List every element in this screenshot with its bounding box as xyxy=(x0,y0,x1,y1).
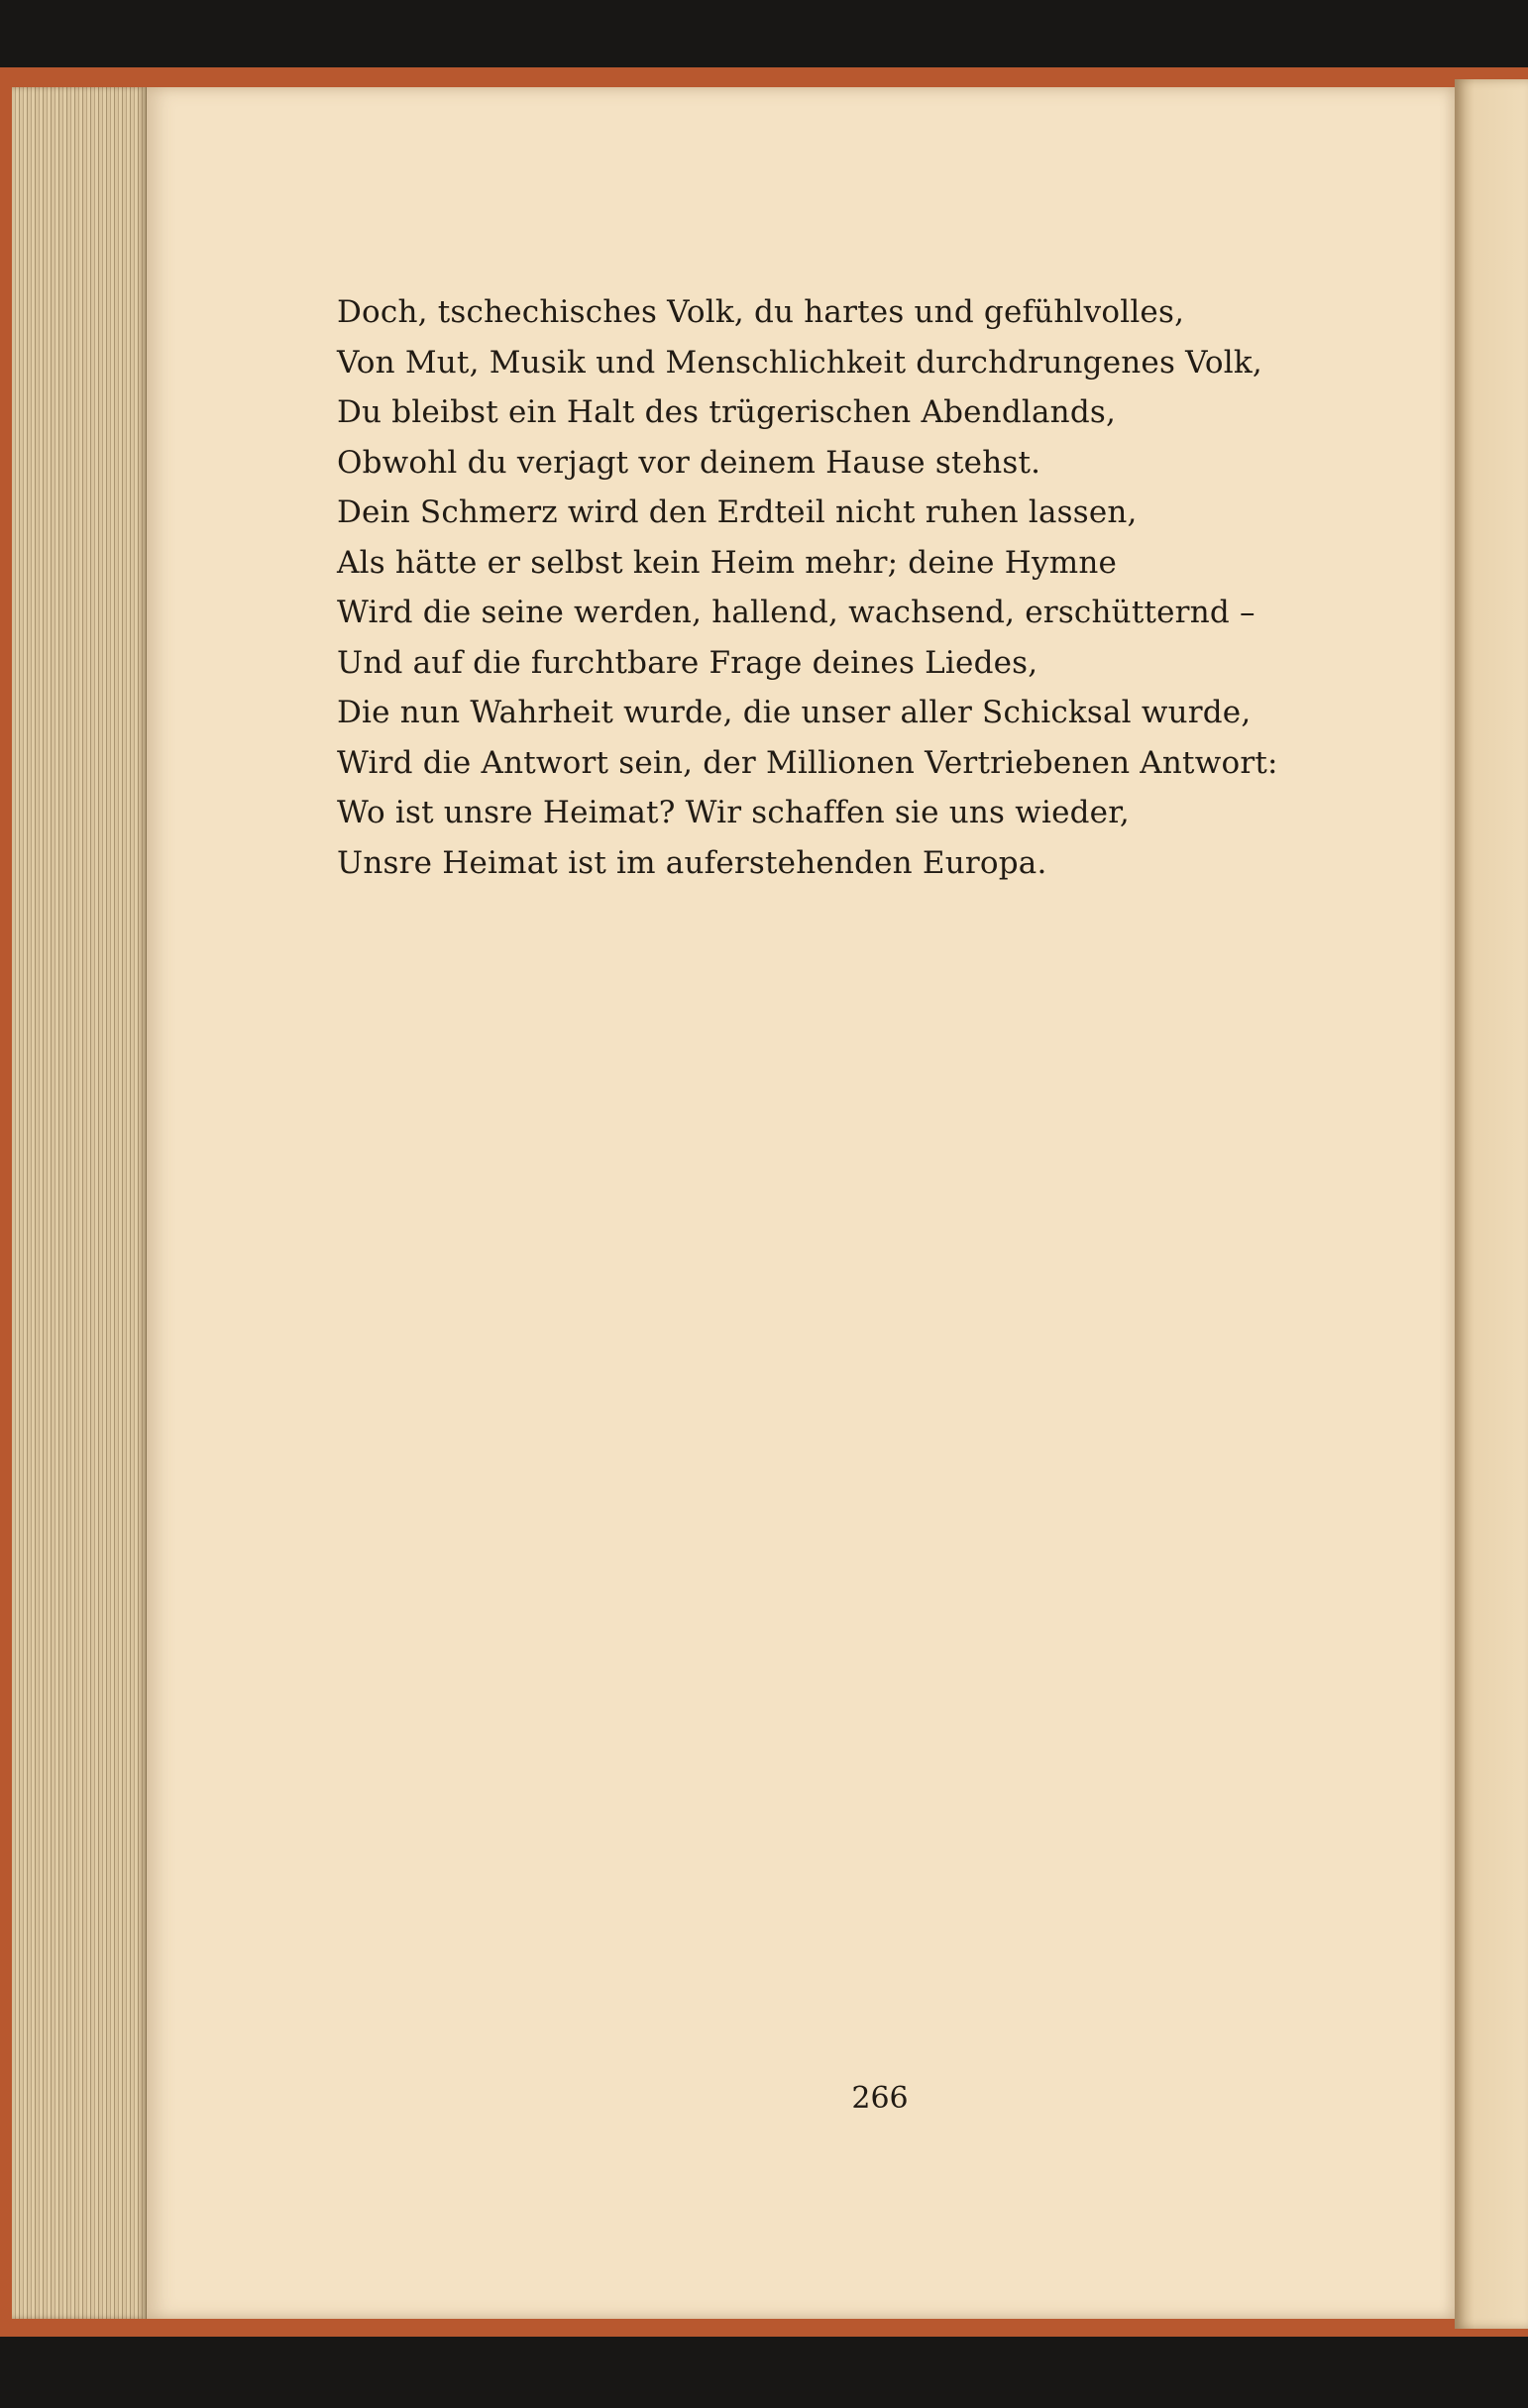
poem-line: Du bleibst ein Halt des trügerischen Abendlands, xyxy=(337,394,1117,430)
page-number: 266 xyxy=(851,2081,909,2116)
poem-line: Und auf die furchtbare Frage deines Liedes, xyxy=(337,644,1038,681)
poem-line: Dein Schmerz wird den Erdteil nicht ruhen lassen, xyxy=(337,494,1138,530)
poem-line: Doch, tschechisches Volk, du hartes und gefühlvolles, xyxy=(337,294,1185,330)
poem-line: Von Mut, Musik und Menschlichkeit durchdrungenes Volk, xyxy=(337,344,1262,381)
poem-line: Obwohl du verjagt vor deinem Hause stehst. xyxy=(337,444,1041,481)
poem-line: Als hätte er selbst kein Heim mehr; deine Hymne xyxy=(337,544,1118,581)
poem-line: Wo ist unsre Heimat? Wir schaffen sie uns wieder, xyxy=(337,795,1130,830)
poem-line: Wird die seine werden, hallend, wachsend, erschütternd – xyxy=(337,595,1255,630)
poem-line: Wird die Antwort sein, der Millionen Vertriebenen Antwort: xyxy=(337,744,1278,781)
facing-page-edge xyxy=(1455,79,1528,2329)
page-edges xyxy=(12,87,147,2319)
poem-line: Die nun Wahrheit wurde, die unser aller Schicksal wurde, xyxy=(337,695,1252,730)
poem-line: Unsre Heimat ist im auferstehenden Europa. xyxy=(337,844,1047,881)
poem-text xyxy=(337,287,1387,888)
